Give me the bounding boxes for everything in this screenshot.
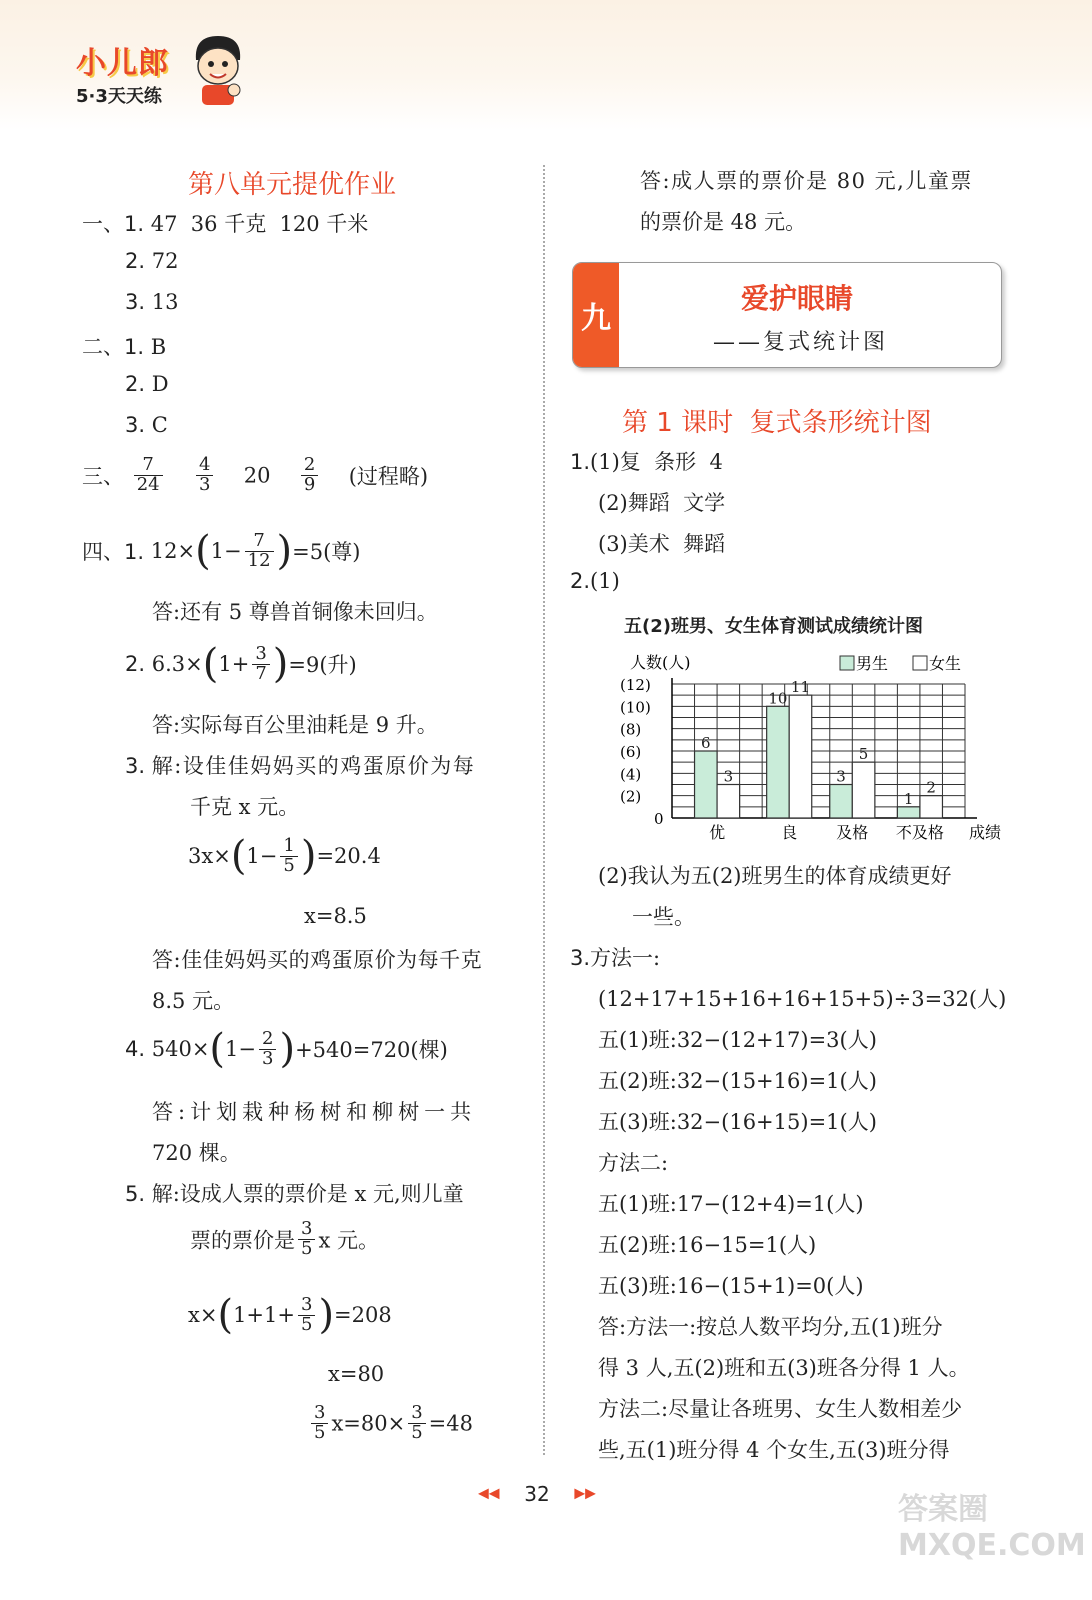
s1-num3: 3. — [125, 290, 146, 314]
q4-5-line1: 5. 解:设成人票的票价是 x 元,则儿童 — [125, 1182, 464, 1206]
bar-chart — [600, 646, 1010, 846]
q4-3-answer1: 答:佳佳妈妈买的鸡蛋原价为每千克 — [152, 948, 483, 972]
mascot-icon — [188, 30, 248, 108]
unit-banner — [572, 262, 1002, 368]
r-q3-a3: 方法二:尽量让各班男、女生人数相差少 — [598, 1397, 963, 1421]
lesson-title: 第 1 课时 复式条形统计图 — [622, 408, 932, 438]
bar-girls — [920, 796, 943, 818]
q4-3-line1: 3. 解:设佳佳妈妈买的鸡蛋原价为每 — [125, 754, 476, 778]
q4-4-eq: 4. 540×(1− $\frac{2}{3}$ )+540=720(棵) — [125, 1026, 448, 1072]
logo-main: 小儿郎 — [76, 46, 169, 81]
bar-value-label: 3 — [836, 767, 846, 786]
s2-line1 — [82, 331, 166, 361]
s1-num2: 2. — [125, 249, 146, 273]
q4-5-eq: x×(1+1+ $\frac{3}{5}$ )=208 — [188, 1292, 392, 1338]
s2-num3: 3. — [125, 413, 146, 437]
bar-value-label: 11 — [790, 678, 811, 697]
bar-girls — [852, 762, 875, 818]
bar-value-label: 6 — [701, 734, 711, 752]
y-axis-label: 人数(人) — [630, 653, 691, 672]
bar-boys — [830, 785, 853, 819]
bar-girls — [789, 695, 812, 818]
s3-line — [82, 456, 428, 495]
s3-note: (过程略) — [348, 464, 429, 489]
s2-answer1: B — [150, 335, 167, 359]
legend-swatch-girls — [913, 656, 927, 670]
s3-frac2: $\frac{4}{3}$ — [196, 456, 213, 495]
r-q2-l1: 2.(1) — [570, 569, 620, 593]
bar-girls — [717, 785, 740, 819]
q4-5-line2: 票的票价是 $\frac{3}{5}$ x 元。 — [190, 1218, 379, 1259]
r-q3-m1: 3.方法一: — [570, 946, 661, 970]
q4-2-eq: 2. 6.3×(1+ $\frac{3}{7}$ )=9(升) — [125, 641, 357, 687]
y-tick-label: (12) — [620, 676, 651, 694]
page-number: 32 — [524, 1481, 550, 1506]
x-tick-label: 优 — [709, 823, 726, 842]
r-q1-l1: 1.(1)复 条形 4 — [570, 450, 723, 474]
s3-frac1: $\frac{7}{24}$ — [134, 456, 163, 495]
bar-boys — [695, 751, 718, 818]
bar-value-label: 1 — [903, 789, 914, 808]
s1-label: 一、1. — [82, 212, 145, 236]
s1-line3 — [125, 290, 178, 314]
logo — [76, 38, 169, 108]
s2-line2 — [125, 372, 169, 396]
r-q3-a1: 答:方法一:按总人数平均分,五(1)班分 — [598, 1315, 943, 1339]
s3-frac4: $\frac{2}{9}$ — [301, 456, 318, 495]
r-q3-l7: 五(3)班:16−(15+1)=0(人) — [598, 1274, 864, 1298]
q4-4-answer1: 答:计划栽种杨树和柳树一共 — [152, 1100, 477, 1124]
s1-line1 — [82, 208, 368, 238]
r-q1-l3: (3)美术 舞蹈 — [598, 532, 726, 556]
s2-num2: 2. — [125, 372, 146, 396]
y-tick-label: 0 — [654, 810, 664, 828]
y-tick-label: (6) — [620, 743, 642, 761]
y-tick-label: (8) — [620, 720, 642, 739]
unit-subtitle: ——复式统计图 — [713, 330, 889, 355]
r-q2-l3: 一些。 — [632, 905, 695, 929]
legend-label-boys: 男生 — [856, 654, 889, 673]
s3-value3: 20 — [243, 463, 271, 488]
page-number-area — [478, 1480, 596, 1506]
r-q3-a2: 得 3 人,五(2)班和五(3)班各分得 1 人。 — [598, 1356, 970, 1380]
r-q3-l5: 五(1)班:17−(12+4)=1(人) — [598, 1192, 864, 1216]
unit-number: 九 — [581, 301, 611, 336]
watermark: 答案圈 MXQE.COM — [898, 1492, 1086, 1563]
section-title: 第八单元提优作业 — [188, 170, 397, 200]
s1-answer2: 72 — [151, 249, 179, 273]
x-tick-label: 不及格 — [895, 823, 944, 842]
prev-arrows-icon: ◀◀ — [478, 1485, 500, 1502]
y-tick-label: (2) — [620, 787, 642, 806]
legend-label-girls: 女生 — [929, 654, 962, 673]
q4-1-answer: 答:还有 5 尊兽首铜像未回归。 — [152, 600, 438, 624]
right-cont-1: 答:成人票的票价是 80 元,儿童票 — [640, 169, 973, 193]
logo-sub: 5·3天天练 — [76, 86, 162, 107]
y-tick-label: (4) — [620, 765, 642, 784]
s2-label: 二、1. — [82, 335, 145, 359]
r-q3-l6: 五(2)班:16−15=1(人) — [598, 1233, 817, 1257]
r-q3-a4: 些,五(1)班分得 4 个女生,五(3)班分得 — [598, 1438, 950, 1462]
bar-value-label: 2 — [926, 778, 936, 797]
bar-boys — [897, 807, 920, 818]
s4-label: 四、1. — [82, 540, 145, 564]
next-arrows-icon: ▶▶ — [574, 1485, 596, 1502]
s1-line2 — [125, 249, 178, 273]
s3-label: 三、 — [82, 464, 124, 489]
s1-answer3: 13 — [151, 290, 179, 314]
s2-answer3: C — [151, 413, 168, 437]
s1-answer1: 47 36 千克 120 千米 — [150, 212, 369, 236]
x-axis-label: 成绩 — [969, 823, 1002, 842]
q4-5-final: $\frac{3}{5}$ x=80× $\frac{3}{5}$ =48 — [308, 1404, 473, 1443]
y-tick-label: (10) — [620, 698, 651, 717]
q4-3-x: x=8.5 — [304, 904, 367, 928]
r-q3-l1: (12+17+15+16+16+15+5)÷3=32(人) — [598, 987, 1007, 1011]
r-q1-l2: (2)舞蹈 文学 — [598, 491, 726, 515]
q4-4-answer2: 720 棵。 — [152, 1141, 241, 1165]
r-q3-m2: 方法二: — [598, 1151, 669, 1175]
r-q3-l2: 五(1)班:32−(12+17)=3(人) — [598, 1028, 877, 1052]
q4-2-answer: 答:实际每百公里油耗是 9 升。 — [152, 713, 438, 737]
q4-5-x: x=80 — [328, 1362, 385, 1386]
s2-line3 — [125, 413, 168, 437]
bar-value-label: 10 — [768, 689, 788, 708]
chart-title: 五(2)班男、女生体育测试成绩统计图 — [624, 616, 923, 637]
x-tick-label: 良 — [781, 823, 798, 842]
bar-boys — [767, 706, 790, 818]
q4-1-eq: 四、1. 12×(1− $\frac{7}{12}$ )=5(尊) — [82, 528, 361, 574]
right-cont-2: 的票价是 48 元。 — [640, 210, 807, 234]
bar-value-label: 3 — [723, 767, 734, 786]
q4-3-line2: 千克 x 元。 — [190, 795, 300, 819]
unit-title: 爱护眼睛 — [741, 282, 854, 315]
q4-3-answer2: 8.5 元。 — [152, 989, 235, 1013]
r-q2-l2: (2)我认为五(2)班男生的体育成绩更好 — [598, 864, 952, 888]
s2-answer2: D — [151, 372, 169, 396]
column-divider — [543, 165, 545, 1455]
bar-value-label: 5 — [858, 745, 869, 764]
x-tick-label: 及格 — [836, 823, 869, 842]
legend-swatch-boys — [840, 656, 854, 670]
q4-3-eq: 3x×(1− $\frac{1}{5}$ )=20.4 — [188, 833, 381, 879]
r-q3-l3: 五(2)班:32−(15+16)=1(人) — [598, 1069, 877, 1093]
unit-number-tab — [573, 263, 619, 367]
r-q3-l4: 五(3)班:32−(16+15)=1(人) — [598, 1110, 877, 1134]
